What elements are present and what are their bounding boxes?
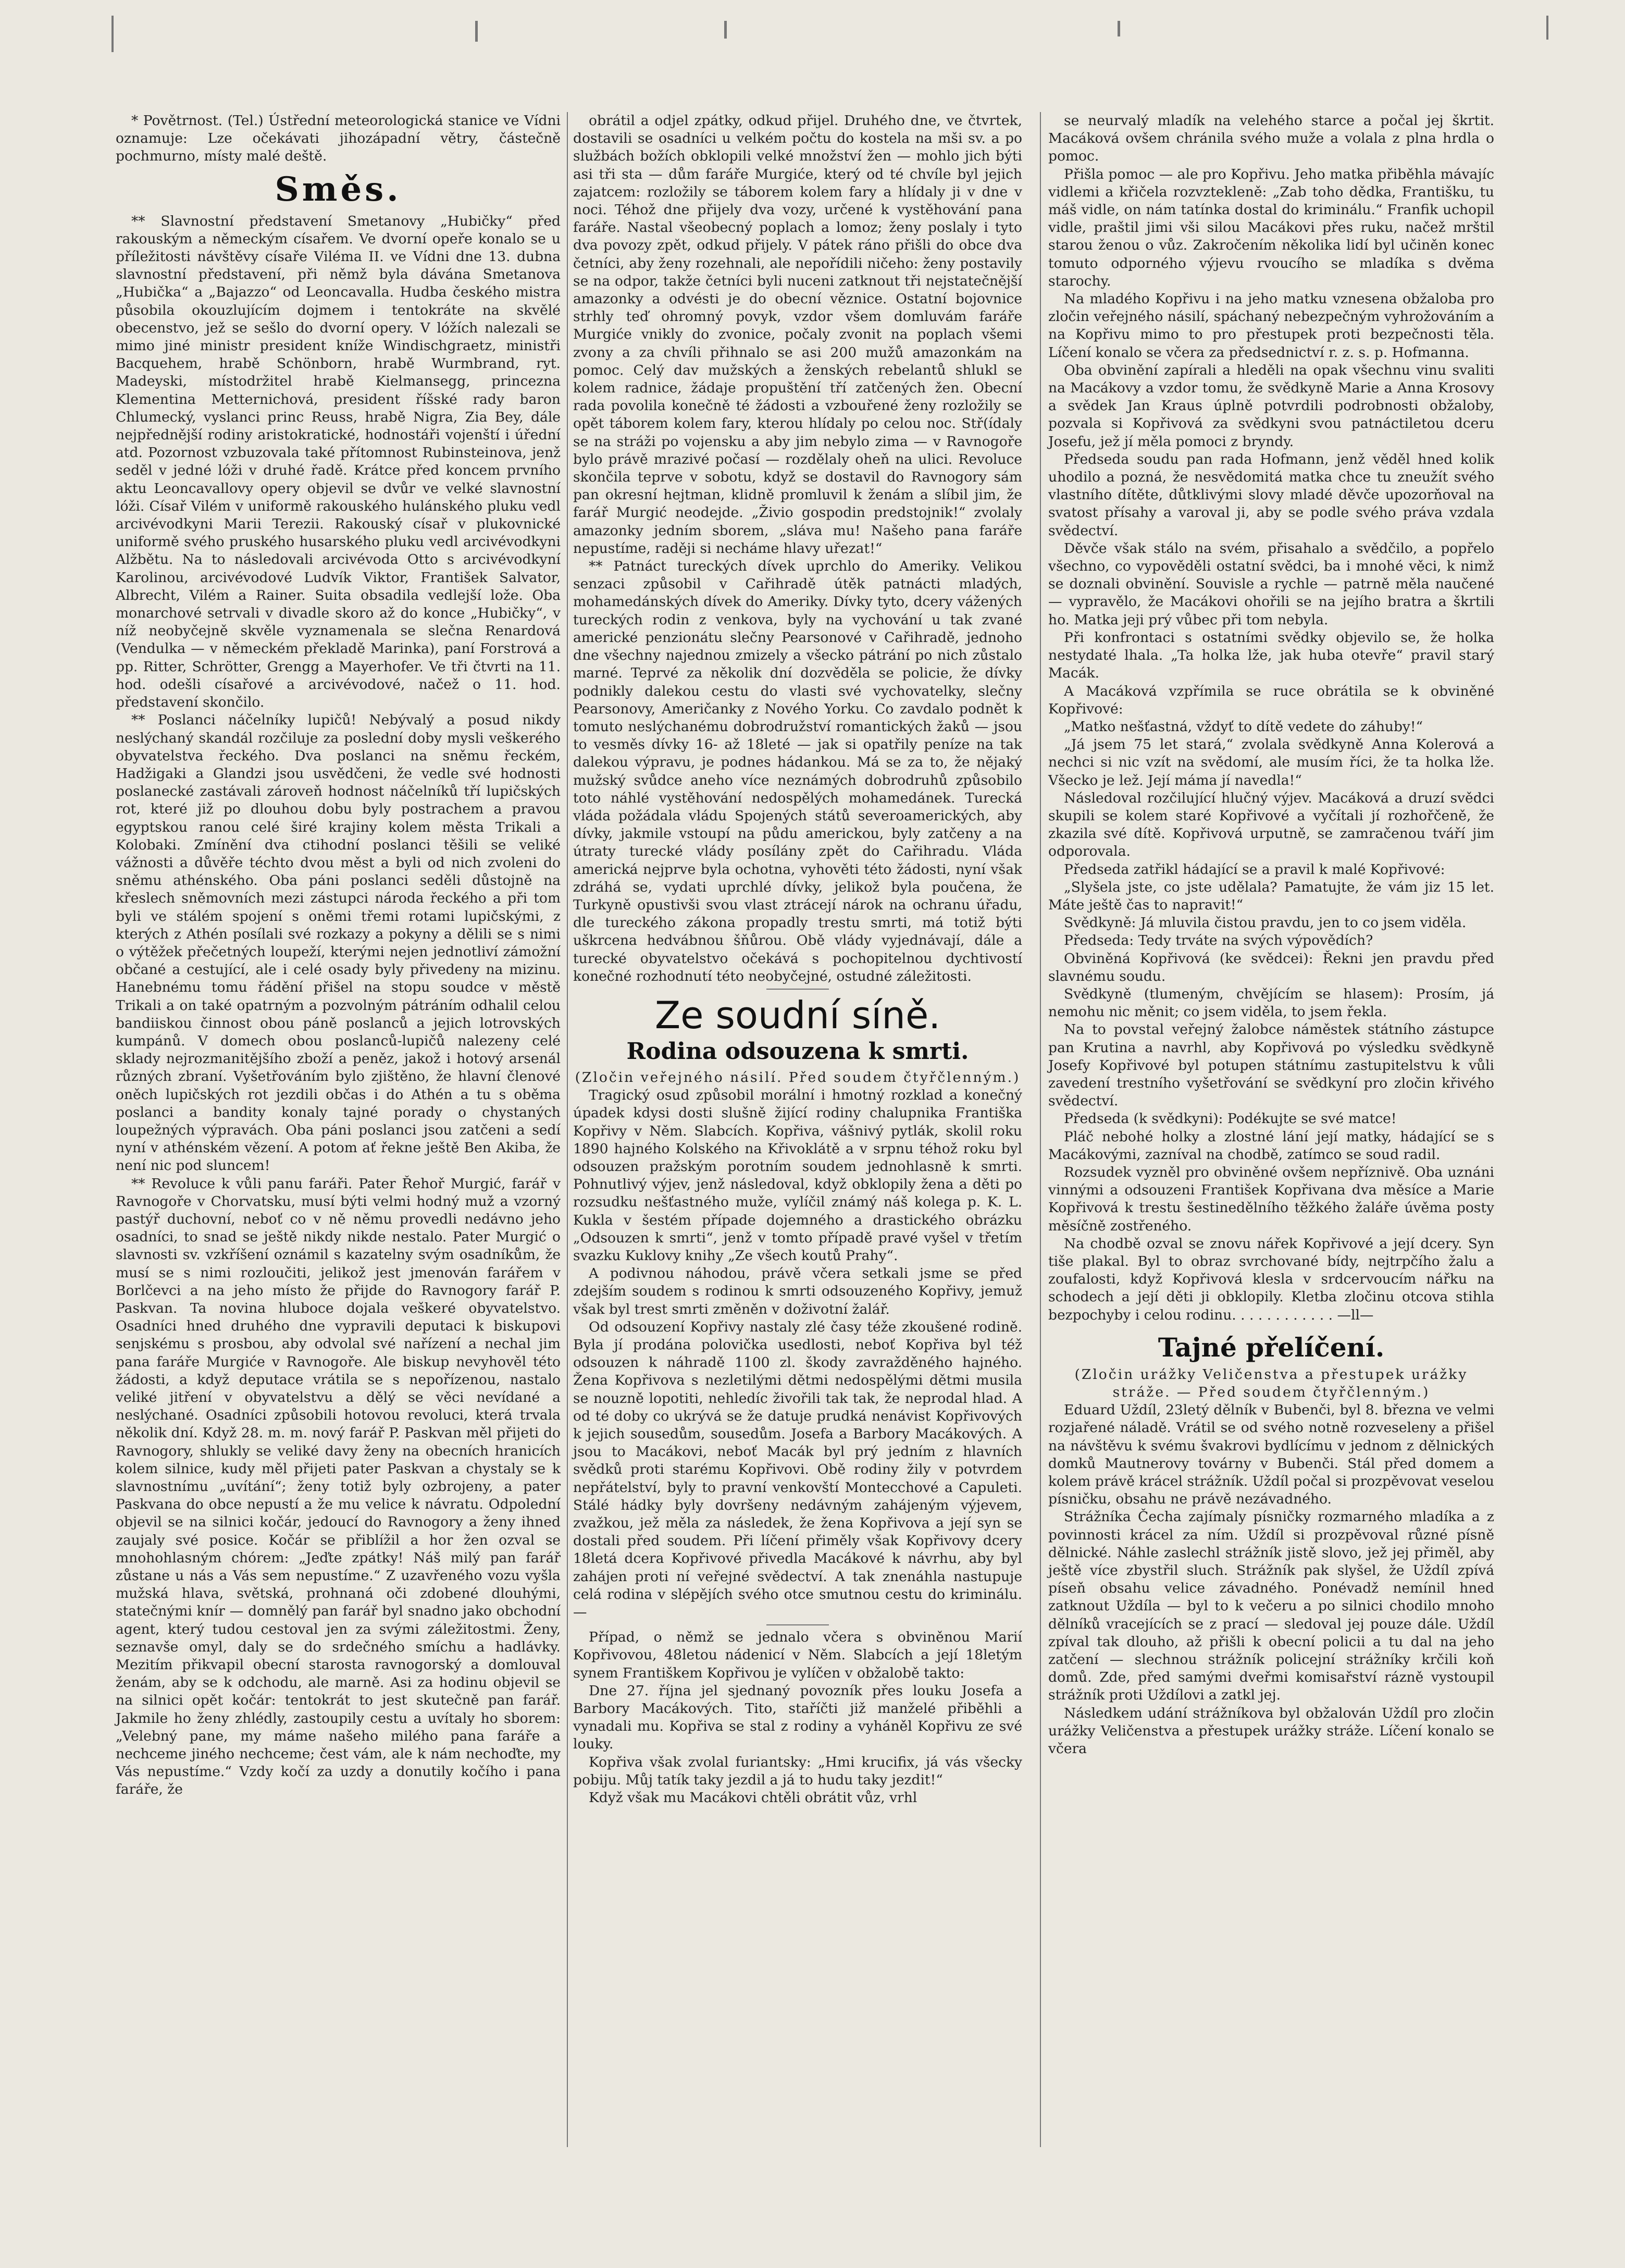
article-subtitle: (Zločin urážky Veličenstva a přestupek urážky stráže. — Před soudem čtyřčlenným.)	[1074, 1366, 1468, 1401]
article-paragraph: Přišla pomoc — ale pro Kopřivu. Jeho matka přiběhla mávajíc vidlemi a křičela rozvztekleně: „Zab toho dědka, Františku, tu máš vidle, on nám tatínka dostal do kriminálu.“ Franfik uchopil vidle, praštil jimi vši silou Macákovi přes ruku, načež mrštil starou ženou o vůz. Zakročením několika lidí byl učiněn konec tomuto odporného výjevu rvoucího se mladíka s dvěma starochy.	[1048, 166, 1494, 289]
article-paragraph: ** Slavnostní představení Smetanovy „Hubičky“ před rakouským a německým císařem. Ve dvorní opeře konalo se u příležitosti návštěvy císaře Viléma II. ve Vídni dne 13. dubna slavnostní představení, při němž byla dávána Smetanova „Hubička“ a „Bajazzo“ od Leoncavalla. Hudba českého mistra působila okouzlujícím dojmem i tentokráte na skvělé obecenstvo, jež se sešlo do dvorní opery. V lóžích nalezali se mimo jiné ministr president kníže Windischgraetz, ministři Bacquehem, hrabě Schönborn, hrabě Wurmbrand, ryt. Madeyski, místodržitel hrabě Kielmansegg, princezna Klementina Metternichová, president říšské rady baron Chlumecký, vyslanci princ Reuss, hrabě Nigra, Zia Bey, dále nejpřednější rodiny aristokratické, hodnostáři vojenští i úřední atd. Pozornost vzbuzovala také přítomnost Rubinsteinova, jenž seděl v jedné lóži v druhé řadě. Krátce před koncem prvního aktu Leoncavallovy opery objevil se dvůr ve velké slavnostní lóži. Císař Vilém v uniformě rakouského hulánského pluku vedl arcivévodkyni Marii Terezii. Rakouský císař v plukovnické uniformě svého pruského husarského pluku vedl arcivévodkyni Alžbětu. Na to následovali arcivévoda Otto s arcivévodkyní Karolinou, arcivévodové Ludvík Viktor, František Salvator, Albrecht, Vilém a Rainer. Suita obsadila vedlejší lože. Oba monarchové setrvali v divadle skoro až do konce „Hubičky“, v níž neobyčejně skvěle vyznamenala se slečna Renardová (Vendulka — v německém překladě Marinka), paní Forstrová a pp. Ritter, Schrötter, Grengg a Mayerhofer. Ve tři čtvrti na 11. hod. odešli císařové a arcivévodové, načež o 11. hod. představení skončilo.	[116, 213, 561, 711]
article-paragraph: Děvče však stálo na svém, přisahalo a svědčilo, a popřelo všechno, co vypověděli ostatní svědci, ba i mnohé věci, k nimž se doznali obvinění. Souvisle a rychle — patrně měla naučené — vypravělo, že Macákovi ohořili se na jejího bratra a škrtili ho. Matka jeji prý vůbec při tom nebyla.	[1048, 540, 1494, 628]
article-paragraph: Předseda: Tedy trváte na svých výpovědích?	[1064, 932, 1373, 949]
article-paragraph: Předseda zatřikl hádající se a pravil k malé Kopřivové:	[1064, 861, 1445, 878]
article-paragraph: Svědkyně: Já mluvila čistou pravdu, jen to co jsem viděla.	[1064, 915, 1467, 931]
article-paragraph: Obviněná Kopřivová (ke svědcei): Řekni jen pravdu před slavnému soudu.	[1048, 950, 1494, 984]
column-divider	[1040, 112, 1041, 2147]
article-paragraph: Předseda soudu pan rada Hofmann, jenž věděl hned kolik uhodilo a pozná, že nesvědomitá matka chce tu zneužít svého vlastního dítěte, důtklivými slovy mladé děvče upozorňoval na svatost přísahy a varoval ji, aby se podle svého práva vzdala svědectví.	[1048, 451, 1494, 539]
column-1	[116, 112, 561, 1799]
binding-mark	[111, 16, 114, 52]
article-paragraph: Při konfrontaci s ostatními svědky objevilo se, že holka nestydaté lhala. „Ta holka lže, jak huba otevře“ pravil starý Macák.	[1048, 629, 1494, 682]
article-paragraph: Případ, o němž se jednalo včera s obviněnou Marií Kopřivovou, 48letou nádenicí v Něm. Slabcích a její 18letým synem Františkem Kopřivou je vylíčen v obžalobě takto:	[573, 1629, 1022, 1681]
article-paragraph: Když však mu Macákovi chtěli obrátit vůz, vrhl	[589, 1790, 917, 1806]
binding-mark	[475, 21, 478, 42]
article-paragraph: se neurvalý mladík na velehého starce a počal jej škrtit. Macáková ovšem chránila svého muže a volala z plna hrdla o pomoc.	[1048, 113, 1494, 165]
article-paragraph: ** Patnáct tureckých dívek uprchlo do Ameriky. Velikou senzaci způsobil v Cařihradě útěk patnácti mladých, mohamedánských dívek do Ameriky. Dívky tyto, dcery vážených tureckých rodin z venkova, byly na vychování u tak zvané americké penzionátu slečny Pearsonové v Cařihradě, jednoho dne všechny najednou zmizely a všecko pátrání po nich zůstalo marné. Teprvé za několik dní dozvěděla se policie, že dívky podnikly dalekou cestu do vlasti své vychovatelky, slečny Pearsonovy, Američanky z Nového Yorku. Co zavdalo podnět k tomuto neslýchanému dobrodružství romantických žaků — jsou to vesměs dívky 16- až 18leté — jak si opatřily peníze na tak dalekou výpravu, je podnes hádankou. Má se za to, že nějaký mužský svůdce aneho více neznámých dobrodruhů způsobilo toto náhlé vystěhování nedospělých mohamedánek. Turecká vláda požádala vládu Spojených států severoamerických, aby dívky, jakmile vstoupí na půdu americkou, byly zatčeny a na útraty turecké vlády posílány zpět do Cařihradu. Vláda americká nejprve byla ochotna, vyhověti této žádosti, nyní však zdráhá se, vydati uprchlé dívky, jelikož byla poučena, že Turkyně opustivši svou vlast ztrácejí nárok na ochranu úřadu, dle tureckého zákona propadly trestu smrti, má totiž býti uškrcena hedvábnou šňůrou. Obě vlády vyjednávají, dále a turecké obyvatelstvo očekává s pochopitelnou dychtivostí konečné rozhodnutí této neobyčejné, ostudné záležitosti.	[573, 558, 1022, 984]
binding-mark	[724, 21, 727, 39]
article-paragraph: A Macáková vzpřímila se ruce obrátila se k obviněné Kopřivové:	[1048, 683, 1494, 717]
article-paragraph: „Slyšela jste, co jste udělala? Pamatujte, že vám jiz 15 let. Máte ještě čas to napravit!“	[1048, 879, 1494, 913]
article-paragraph: Pláč nebohé holky a zlostné lání její matky, hádající se s Macákovými, zazníval na chodbě, zatímco se soud radil.	[1048, 1128, 1494, 1163]
article-paragraph: „Matko nešťastná, vždyť to dítě vedete do záhuby!“	[1064, 718, 1423, 735]
article-paragraph: Následoval rozčilující hlučný výjev. Macáková a druzí svědci skupili se kolem staré Kopřivové a vyčítali jí rozhořčeně, že zkazila své dítě. Kopřivová urputně, se zamračenou tváří jim odporovala.	[1048, 790, 1494, 860]
column-3	[1048, 112, 1494, 1758]
weather-report: * Povětrnost. (Tel.) Ústřední meteorologická stanice ve Vídni oznamuje: Lze očekávati jihozápadní větry, částečně pochmurno, místy malé deště.	[116, 113, 561, 165]
article-paragraph: Eduard Uždíl, 23letý dělník v Bubenči, byl 8. března ve velmi rozjařené náladě. Vrátil se od svého notně rozveseleny a přišel na návštěvu k svému švakrovi bydlícímu v jednom z dělnických domků Mautnerovy továrny v Bubenči. Stál před domem a kolem právě krácel strážník. Uždíl počal si prozpěvovat veselou písničku, obsahu ne právě nezávadného.	[1048, 1402, 1494, 1508]
article-paragraph: Tragický osud způsobil morální i hmotný rozklad a konečný úpadek kdysi dosti slušně žijící rodiny chalupnika Františka Kopřivy v Něm. Slabcích. Kopřiva, vášnivý pytlák, skolil roku 1890 hajného Kolského na Křivoklátě a v srpnu téhož roku byl odsouzen pražským porotním soudem jednohlasně k smrti. Pohnutlivý výjev, jenž následoval, když obklopily žena a děti po rozsudku nešťastného muže, vylíčil známý náš kolega p. K. L. Kukla v šestém případe dojemného a drastického obrázku „Odsouzen k smrti“, jenž v tomto případě pravé vyšel v třetím svazku Kuklovy knihy „Ze všech koutů Prahy“.	[573, 1087, 1022, 1264]
section-heading-soudni-sine: Ze soudní síně.	[654, 993, 941, 1037]
separator	[766, 989, 829, 990]
article-paragraph: Předseda (k svědkyni): Podékujte se své matce!	[1064, 1111, 1397, 1127]
article-paragraph: Na chodbě ozval se znovu nářek Kopřivové a její dcery. Syn tiše plakal. Byl to obraz svrchované bídy, nejtrpčího žalu a zoufalosti, když Kopřivová klesla v srdcervoucím nářku na schodech a její děti ji obklopily. Kletba zločinu otcova stihla bezpochyby i celou rodinu. . . . . . . . . . . . —ll—	[1048, 1235, 1494, 1323]
article-paragraph: „Já jsem 75 let stará,“ zvolala svědkyně Anna Kolerová a nechci si nic vzít na svědomí, ale musím říci, že ta holka lže. Všecko je lež. Její máma jí navedla!“	[1048, 736, 1494, 788]
article-paragraph: obrátil a odjel zpátky, odkud přijel. Druhého dne, ve čtvrtek, dostavili se osadníci u velkém počtu do kostela na mši sv. a po službách božích obklopili velké množství žen — mohlo jich býti asi tři sta — dům faráře Murgiće, který od té chvíle byl jejich zajatcem: rozložily se táborem kolem fary a hlídaly ji v dne v noci. Téhož dne přijely dva vozy, určené k vystěhování pana faráře. Nastal všeobecný poplach a lomoz; ženy poslaly i tyto dva povozy zpět, odkud přijely. V pátek ráno přišli do obce dva četníci, aby ženy rozehnali, ale nepořídili ničeho: ženy postavily se na odpor, takže četníci byli nuceni zatknout tři nejstatečnější amazonky a odvésti je do obecní věznice. Ostatní bojovnice strhly teď ohromný povyk, vzdor všem domluvám faráře Murgiće vnikly do zvonice, počaly zvonit na poplach všemi zvony a za chvíli přihnalo se asi 200 mužů amazonkám na pomoc. Celý dav mužských a ženských rebelantů shlukl se kolem radnice, žádaje propuštění tří zatčených žen. Obecní rada povolila konečně té žádosti a vzbouřené ženy rozložily se opět táborem kolem fary, kterou hlídaly po celou noc. Stř(ídaly se na stráži po vojensku a aby jim nebylo zima — v Ravnogoře bylo právě mrazivé počasí — rozdělaly oheň na ulici. Revoluce skončila teprve v sobotu, když se dostavil do Ravnogory sám pan okresní hejtman, klidně promluvil k ženám a slíbil jim, že farář Murgić neodejde. „Živio gospodin predstojnik!“ zvolaly amazonky jedním sborem, „sláva mu! Našeho pana faráře nepustíme, raději si necháme hlavy uřezat!“	[573, 113, 1022, 557]
article-paragraph: A podivnou náhodou, právě včera setkali jsme se před zdejším soudem s rodinou k smrti odsouzeného Kopřivy, jemuž však byl trest smrti změněn v doživotní žalář.	[573, 1265, 1022, 1317]
separator	[766, 1624, 829, 1625]
article-paragraph: Strážníka Čecha zajímaly písničky rozmarného mladíka a z povinnosti krácel za ním. Uždíl si prozpěvoval různé písně dělnické. Náhle zaslechl strážník jistě slovo, jež jej přiměl, aby ještě více zbystřil sluch. Strážník pak slyšel, že Uždíl zpívá píseň obsahu velice závadného. Ponévadž nemínil hned zatknout Uždíla — byl to k večeru a po silnici chodilo mnoho dělníků vracejících se z prací — sledoval jej pouze dále. Uždíl zpíval tak dlouho, až přišli k obecní policii a tu dal na jeho zatčení — slechnou strážník policejní strážníky krčili koň domů. Zde, před samými dveřmi komisařství rázně vystoupil strážník proti Uždílovi a zatkl jej.	[1048, 1509, 1494, 1704]
article-paragraph: Oba obvinění zapírali a hleděli na opak všechnu vinu svaliti na Macákovy a vzdor tomu, že svědkyně Marie a Anna Krosovy a svědek Jan Kraus úplně potvrdili podrobnosti obžaloby, pozvala si Kopřivová za svědkyni svou patnáctiletou dceru Josefu, jež jí měla pomoci z bryndy.	[1048, 362, 1494, 450]
article-title: Rodina odsouzena k smrti.	[626, 1038, 969, 1065]
article-subtitle: (Zločin veřejného násilí. Před soudem čtyřčlenným.)	[575, 1069, 1021, 1086]
article-paragraph: Na mladého Kopřivu i na jeho matku vznesena obžaloba pro zločin veřejného násilí, spáchaný nebezpečným vyhrožováním a na Kopřivu mimo to pro přestupek proti bezpečnosti těla. Líčení konalo se včera za předsednictví r. z. s. p. Hofmanna.	[1048, 291, 1494, 361]
article-paragraph: Rozsudek vyzněl pro obviněné ovšem nepříznivě. Oba uznáni vinnými a odsouzeni František Kopřivana dva měsíce a Marie Kopřivová k trestu šestinedělního těžkého žaláře úvěma posty měsíčně zostřeného.	[1048, 1164, 1494, 1234]
column-divider	[567, 112, 568, 2147]
section-heading-smes: Směs.	[275, 169, 402, 209]
article-paragraph: Dne 27. října jel sjednaný povozník přes louku Josefa a Barbory Macákových. Tito, staříčti již manželé přiběhli a vynadali mu. Kopřiva se stal z rodiny a vyháněl Kopřivu ze své louky.	[573, 1682, 1022, 1753]
article-paragraph: Kopřiva však zvolal furiantsky: „Hmi krucifix, já vás všecky pobiju. Můj tatík taky jezdil a já to hudu taky jezdit!“	[573, 1754, 1022, 1788]
article-paragraph: Svědkyně (tlumeným, chvějícím se hlasem): Prosím, já nemohu nic měnit; co jsem viděla, to jsem řekla.	[1048, 985, 1494, 1020]
article-paragraph: ** Poslanci náčelníky lupičů! Nebývalý a posud nikdy neslýchaný skandál rozčiluje za poslední doby mysli veškerého obyvatelstva řeckého. Dva poslanci na sněmu řeckém, Hadžigaki a Glandzi jsou usvědčeni, že vedle své hodnosti poslanecké zastávali zároveň hodnost náčelníků tří lupičských rot, které již po dlouhou dobu byly postrachem a pravou egyptskou ranou celé širé krajiny kolem města Trikali a Kolobaki. Zmínění dva ctihodní poslanci těšili se veliké vážnosti a důvěře téchto dvou měst a byli od nich zvoleni do sněmu athénského. Oba páni poslanci seděli důstojně na křeslech sněmovních mezi zástupci národa řeckého a při tom byli ve stálém spojení s oněmi třemi rotami lupičskými, z kterých z Athén posílali své rozkazy a pokyny a dělili se s nimi o výtěžek přečetných loupeží, kterými nejen jednotliví zámožní občané a cestující, ale i celé osady byly přivedeny na mizinu. Hanebnému tomu řádění přišel na stopu soudce v městě Trikali a on také opatrným a pozvolným pátráním odhalil celou bandiiskou činnost obou páně poslanců a jejich lotrovských kumpánů. V domech obou poslanců-lupičů nalezeny celé sklady nejrozmanitějšího zboží a peněz, jakož i hotový arsenál různých zbraní. Vyšetřováním bylo zjištěno, že hlavní členové oněch lupičských rot jezdili občas i do Athén a tu s oběma poslanci a bandity konaly tajné porady o chystaných loupežných výpravách. Oba páni poslanci jsou zatčeni a sedí nyní v athénském vězení. A potom ať řekne ještě Ben Akiba, že není nic pod sluncem!	[116, 712, 561, 1174]
article-paragraph: Na to povstal veřejný žalobce náměstek státního zástupce pan Krutina a navrhl, aby Kopřivová po výsledku svědkyně Josefy Kopřivové byl potupen státnímu zastupitelstvu k vůli zavedení trestního vyšetřování se svědkyní pro zločin křivého svědectví.	[1048, 1021, 1494, 1110]
article-paragraph: Následkem udání strážníkova byl obžalován Uždíl pro zločin urážky Veličenstva a přestupek urážky stráže. Líčení konalo se včera	[1048, 1705, 1494, 1757]
article-title: Tajné přelíčení.	[1158, 1332, 1385, 1363]
binding-mark	[1118, 21, 1120, 36]
article-paragraph: Od odsouzení Kopřivy nastaly zlé časy téže zkoušené rodině. Byla jí prodána polovička usedlosti, neboť Kopřiva byl též odsouzen k náhradě 1100 zl. škody zavražděného hajného. Žena Kopřivova s nezletilými dětmi nedospělými dětmi musila se nouzně lopotiti, nehledíc živořili tak tak, že neprodal hlad. A od té doby co ukrývá se že datuje prudká nenávist Kopřivových k jejich sousedům, sousedům. Josefa a Barbory Macákových. A jsou to Macákovi, neboť Macák byl prý jedním z hlavních svědků proti starému Kopřivovi. Obě rodiny žily v potvrdem nepřátelství, byly to pravní venkovští Montecchové a Capuleti. Stálé hádky byly dovršeny nedávným zahájeným výjevem, zvažkou, jež měla za následek, že žena Kopřivova a její syn se dostali před soudem. Při líčení přiměly však Kopřivovy dcery 18letá dcera Kopřivové přivedla Macákové k návrhu, aby byl zahájen proti ní veřejné svědectví. A tak znenáhla nastupuje celá rodina v slépějích svého otce smutnou cestu do kriminálu.—	[573, 1318, 1022, 1621]
binding-mark	[1546, 16, 1548, 40]
column-2	[573, 112, 1022, 1807]
article-paragraph: ** Revoluce k vůli panu faráři. Pater Řehoř Murgić, farář v Ravnogoře v Chorvatsku, musí býti velmi hodný muž a vzorný pastýř duchovní, neboť co v ně němu provedli nedávno jeho osadníci, to snad se ještě nikdy nikde nestalo. Pater Murgić o slavnosti sv. vzkříšení oznámil s kazatelny svým osadníkům, že musí se s nimi rozloučiti, jelikož jest jmenován farářem v Borlčevci a na jeho místo že přijde do Ravnogory farář P. Paskvan. Ta novina hluboce dojala veškeré obyvatelstvo. Osadníci hned druhého dne vypravili deputaci k biskupovi senjskému s prosbou, aby odvolal své nařízení a nechal jim pana faráře Murgiće v Ravnogoře. Ale biskup nevyhověl této žádosti, a když deputace vrátila se s nepořízenou, nastalo veliké jitření v obyvatelstvu a dělý se věci nevídané a neslýchané. Osadníci způsobili hotovou revoluci, která trvala několik dní. Když 28. m. m. nový farář P. Paskvan měl přijeti do Ravnogory, shlukly se veliké davy ženy na obecních hranicích kolem silnice, kudy měl přijeti pater Paskvan a chystaly se k slavnostnímu „uvítání“; ženy totiž byly ozbrojeny, a pater Paskvana do obce nepustí a že mu velice k návratu. Odpolední objevil se na silnici kočár, jedoucí do Ravnogory a ženy ihned zaujaly své posice. Kočár se přiblížil a hor žen ozval se mnohohlasným chórem: „Jeďte zpátky! Náš milý pan farář zůstane u nás a Vás sem nepustíme.“ Z uzavřeného vozu vyšla mužská hlava, světská, prohnaná oči zdobené dlouhými, statečnými knír — domnělý pan farář byl snadno jako obchodní agent, který tudou cestoval jen za svými záležitostmi. Ženy, seznavše omyl, daly se do srdečného smíchu a hadlávky. Mezitím přikvapil obecní starosta ravnogorský a domlouval ženám, aby se k odchodu, ale marně. Asi za hodinu objevil se na silnici opět kočár: tentokrát to jest skutečně pan farář. Jakmile ho ženy zhlédly, zastoupily cestu a uvítaly ho sborem: „Velebný pane, my máme našeho milého pana faráře a nechceme jiného nechceme; čest vám, ale k nám nechoďte, my Vás nepustíme.“ Vzdy kočí za uzdy a donutily kočího i pana faráře, že	[116, 1175, 561, 1798]
